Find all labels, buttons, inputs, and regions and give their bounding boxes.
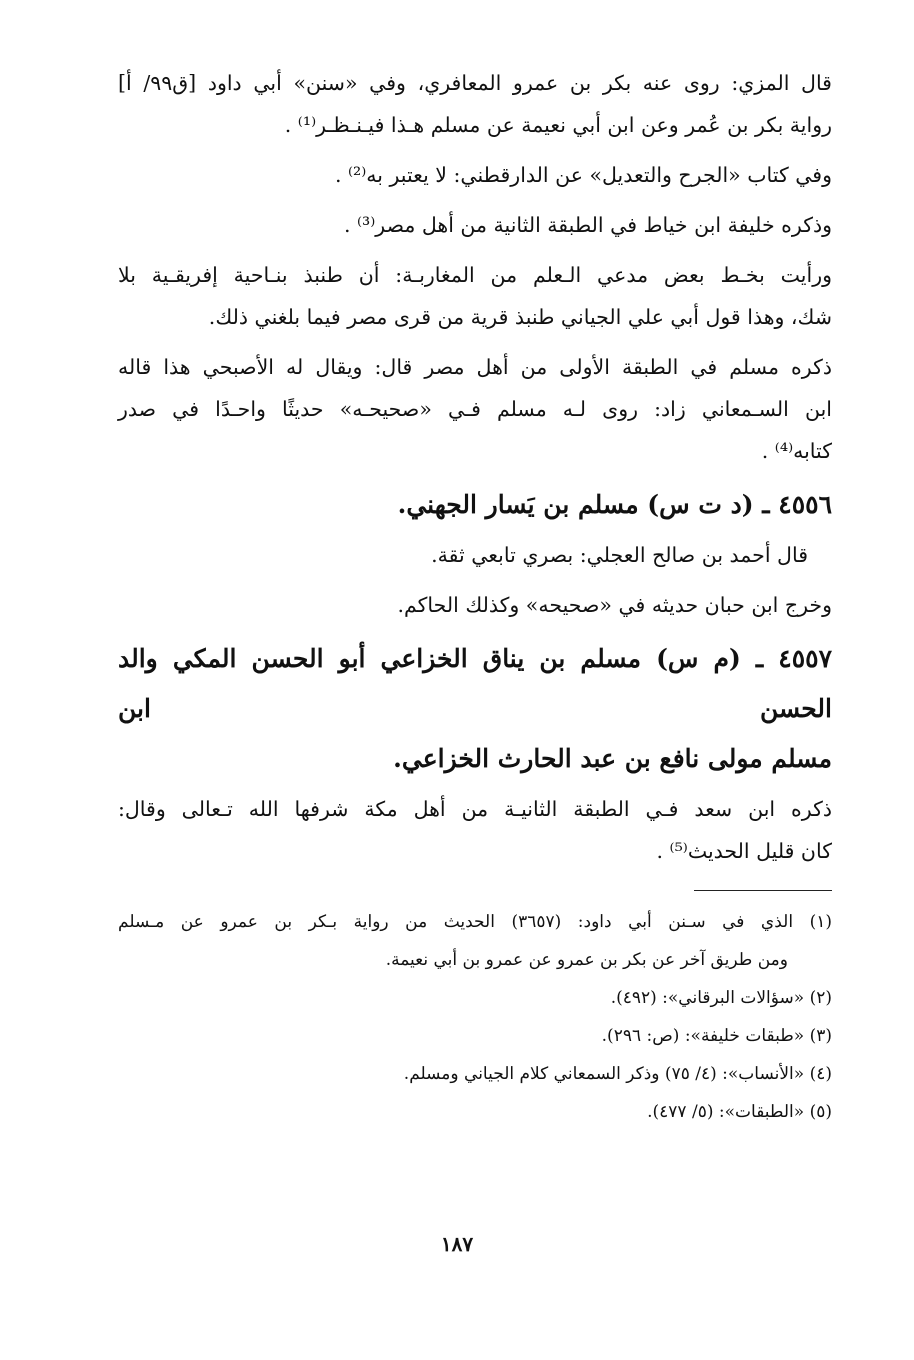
entry-title-4557 — [118, 634, 832, 784]
text-line: شك، وهذا قول أبي علي الجياني طنبذ قرية من قرى مصر فيما بلغني ذلك. — [208, 305, 832, 329]
page-body — [118, 62, 832, 1131]
paragraph-ibn-hibban — [118, 584, 832, 626]
text-line: وفي كتاب «الجرح والتعديل» عن الدارقطني: لا يعتبر به⁽²⁾ . — [334, 163, 832, 187]
footnote-5 — [118, 1093, 832, 1131]
paragraph-ibn-saad — [118, 788, 832, 872]
entry-heading: مسلم مولى نافع بن عبد الحارث الخزاعي. — [393, 744, 832, 773]
paragraph-ijli — [118, 534, 832, 576]
footnote-text: ومن طريق آخر عن بكر بن عمرو عن عمرو بن أبي نعيمة. — [385, 950, 788, 970]
text-line: كان قليل الحديث⁽⁵⁾ . — [656, 839, 832, 863]
footnote-text: (٢) «سؤالات البرقاني»: (٤٩٢). — [610, 988, 832, 1008]
text-line: ذكره ابن سعد فـي الطبقة الثانيـة من أهل مكة شرفها الله تـعالى وقال: — [118, 797, 832, 821]
text-line: ذكره مسلم في الطبقة الأولى من أهل مصر قال: ويقال له الأصبحي هذا قاله — [118, 355, 832, 379]
text-line: قال المزي: روى عنه بكر بن عمرو المعافري، وفي «سنن» أبي داود [ق٩٩/ أ] — [118, 71, 832, 95]
text-line: رواية بكر بن عُمر وعن ابن أبي نعيمة عن مسلم هـذا فيـنـظـر⁽¹⁾ . — [284, 113, 832, 137]
paragraph-tanbadh — [118, 254, 832, 338]
footnotes — [118, 903, 832, 1131]
footnote-1 — [118, 903, 832, 979]
footnote-text: (٥) «الطبقات»: (٥/ ٤٧٧). — [647, 1102, 832, 1122]
footnote-text: (١) الذي في سـنن أبي داود: (٣٦٥٧) الحديث من رواية بـكر بن عمرو عن مـسلم — [118, 912, 832, 932]
footnote-2 — [118, 979, 832, 1017]
text-line: كتابه⁽⁴⁾ . — [761, 439, 832, 463]
entry-heading: ٤٥٥٦ ـ (د ت س) مسلم بن يَسار الجهني. — [397, 490, 832, 519]
paragraph-khalifa — [118, 204, 832, 246]
text-line: ورأيت بخـط بعض مدعي الـعلم من المغاربـة: أن طنبذ بنـاحية إفريقـية بلا — [118, 263, 832, 287]
paragraph-jarh-tadil — [118, 154, 832, 196]
footnote-4 — [118, 1055, 832, 1093]
text-line: قال أحمد بن صالح العجلي: بصري تابعي ثقة. — [431, 543, 808, 567]
paragraph-muslim-tabaqa — [118, 346, 832, 472]
footnote-text: (٤) «الأنساب»: (٤/ ٧٥) وذكر السمعاني كلام الجياني ومسلم. — [403, 1064, 832, 1084]
footnote-text: (٣) «طبقات خليفة»: (ص: ٢٩٦). — [601, 1026, 832, 1046]
entry-heading: ٤٥٥٧ ـ (م س) مسلم بن يناق الخزاعي أبو الحسن المكي والد الحسن ابن — [118, 644, 832, 723]
paragraph-mizzi — [118, 62, 832, 146]
footnote-divider — [694, 890, 832, 891]
text-line: وخرج ابن حبان حديثه في «صحيحه» وكذلك الحاكم. — [397, 593, 832, 617]
entry-title-4556 — [118, 480, 832, 530]
footnote-3 — [118, 1017, 832, 1055]
text-line: ابن السـمعاني زاد: روى لـه مسلم فـي «صحيحـه» حديثًا واحـدًا في صدر — [118, 397, 832, 421]
text-line: وذكره خليفة ابن خياط في الطبقة الثانية من أهل مصر⁽³⁾ . — [343, 213, 832, 237]
page-number: ١٨٧ — [440, 1232, 474, 1256]
